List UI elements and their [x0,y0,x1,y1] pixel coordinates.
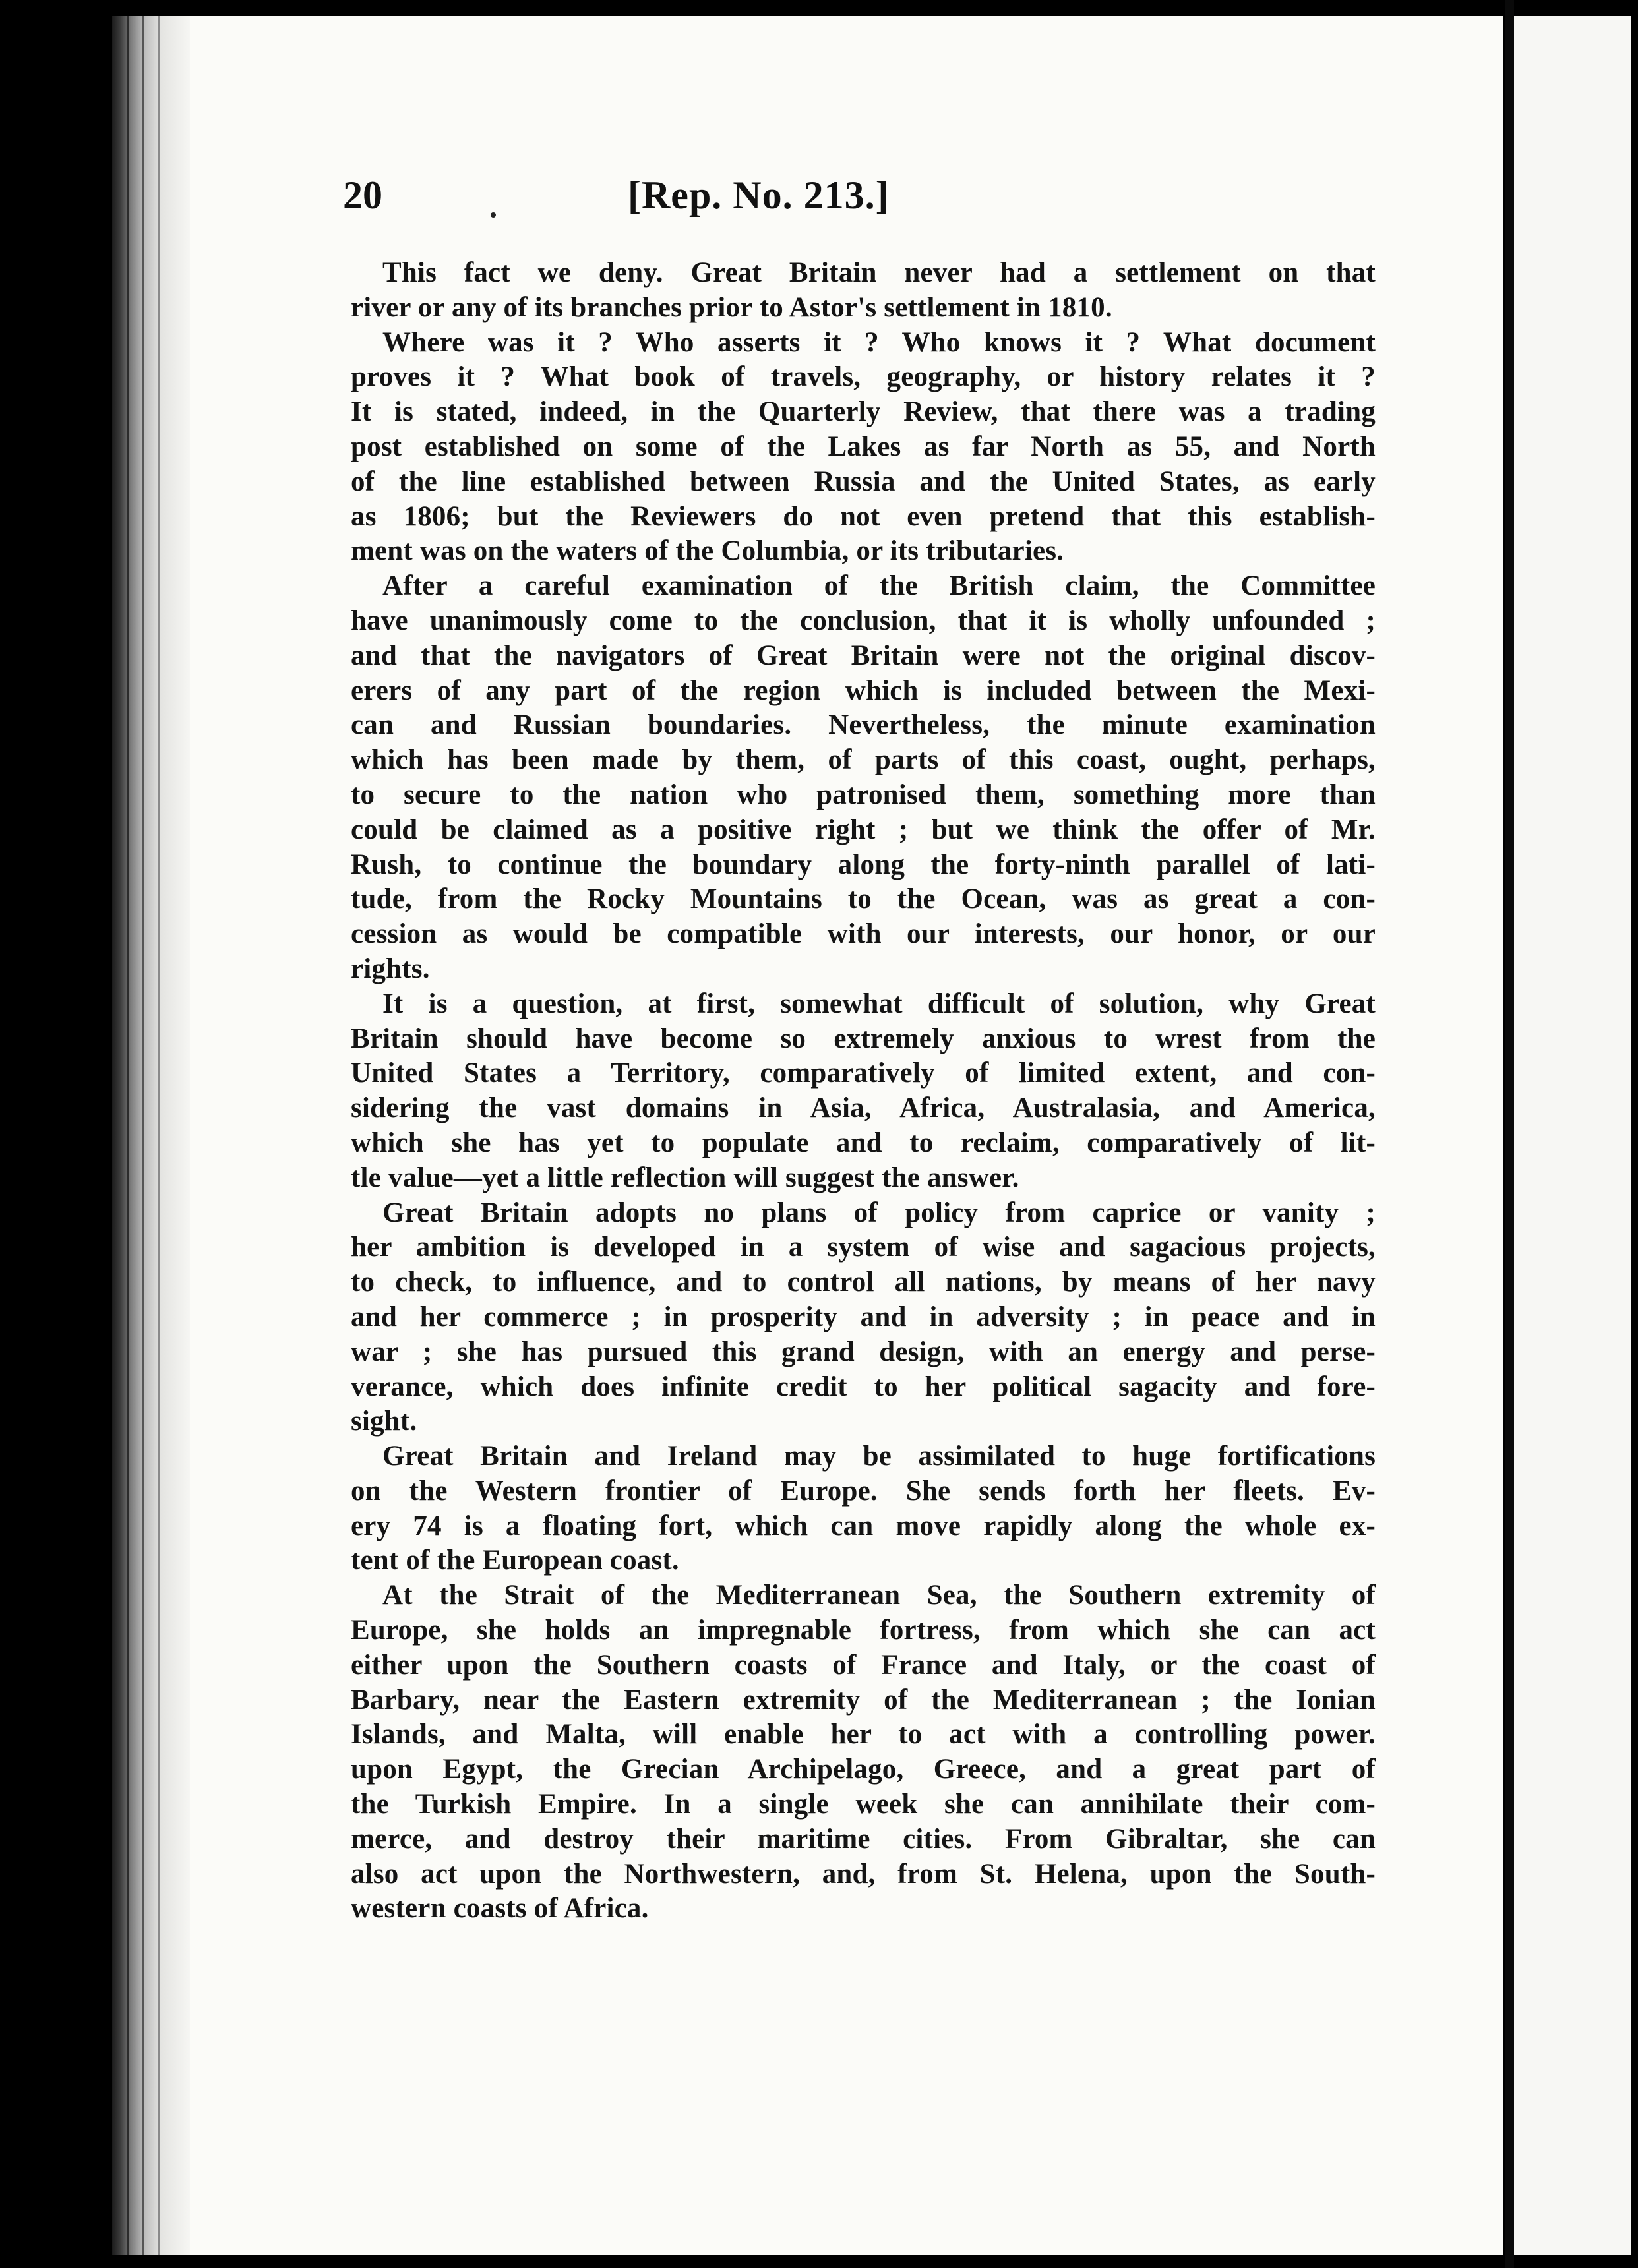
text-line: her ambition is developed in a system of wise and sagacious projects, [351,1232,1376,1263]
text-line: merce, and destroy their maritime cities. From Gibraltar, she can [351,1823,1376,1855]
text-line: tle value—yet a little reflection will suggest the answer. [351,1162,1019,1193]
text-line: ery 74 is a floating fort, which can move rapidly along the whole ex- [351,1510,1376,1541]
paragraph [351,987,1376,1196]
paragraph [351,326,1376,570]
text-line: rights. [351,953,430,984]
page-number: 20 [343,173,382,217]
text-line: After a careful examination of the British claim, the Committee [382,570,1376,602]
text-line: cession as would be compatible with our interests, our honor, or our [351,918,1376,950]
text-line: It is stated, indeed, in the Quarterly Review, that there was a trading [351,396,1376,428]
paragraph [351,569,1376,987]
text-line: also act upon the Northwestern, and, from St. Helena, upon the South- [351,1858,1376,1890]
page-header [343,173,1029,232]
text-line: ment was on the waters of the Columbia, or its tributaries. [351,535,1064,567]
text-line: Islands, and Malta, will enable her to act with a controlling power. [351,1719,1376,1750]
text-line: proves it ? What book of travels, geography, or history relates it ? [351,361,1376,393]
text-line: Europe, she holds an impregnable fortress, from which she can act [351,1615,1376,1646]
page-gutter-bar [1505,0,1514,2268]
text-line: which has been made by them, of parts of this coast, ought, perhaps, [351,744,1376,776]
text-line: have unanimously come to the conclusion, that it is wholly unfounded ; [351,605,1376,636]
text-line: the Turkish Empire. In a single week she can annihilate their com- [351,1789,1376,1820]
text-line: erers of any part of the region which is included between the Mexi- [351,674,1376,706]
binding-line [158,16,160,2255]
text-line: could be claimed as a positive right ; but we think the offer of Mr. [351,814,1376,845]
document-body [351,256,1376,1926]
text-line: It is a question, at first, somewhat difficult of solution, why Great [382,988,1376,1019]
binding-line [142,16,144,2255]
text-line: upon Egypt, the Grecian Archipelago, Greece, and a great part of [351,1754,1376,1785]
facing-page-margin [1514,16,1638,2255]
text-line: to check, to influence, and to control all nations, by means of her navy [351,1267,1376,1298]
text-line: tude, from the Rocky Mountains to the Ocean, was as great a con- [351,883,1376,915]
text-line: post established on some of the Lakes as far North as 55, and North [351,431,1376,462]
text-line: as 1806; but the Reviewers do not even pretend that this establish- [351,500,1376,532]
paragraph [351,1578,1376,1926]
scan-border [1631,16,1638,2255]
text-line: western coasts of Africa. [351,1893,649,1925]
text-line: which she has yet to populate and to reclaim, comparatively of lit- [351,1127,1376,1158]
text-line: to secure to the nation who patronised them, something more than [351,779,1376,810]
text-line: Great Britain adopts no plans of policy from caprice or vanity ; [382,1197,1376,1228]
text-line: Great Britain and Ireland may be assimilated to huge fortifications [382,1441,1376,1472]
report-number: [Rep. No. 213.] [628,173,890,217]
text-line: United States a Territory, comparatively of limited extent, and con- [351,1058,1376,1089]
text-line: Britain should have become so extremely anxious to wrest from the [351,1023,1376,1054]
paragraph [351,1439,1376,1578]
text-line: war ; she has pursued this grand design, with an energy and perse- [351,1336,1376,1367]
text-line: tent of the European coast. [351,1545,679,1576]
text-line: This fact we deny. Great Britain never had a settlement on that [382,257,1376,288]
header-dot [491,212,496,218]
text-line: either upon the Southern coasts of France and Italy, or the coast of [351,1649,1376,1681]
binding-edge [112,16,190,2255]
paragraph [351,1196,1376,1440]
text-line: sidering the vast domains in Asia, Africa, Australasia, and America, [351,1092,1376,1124]
text-line: Barbary, near the Eastern extremity of the Mediterranean ; the Ionian [351,1684,1376,1716]
text-line: verance, which does infinite credit to her political sagacity and fore- [351,1371,1376,1402]
text-line: river or any of its branches prior to Astor's settlement in 1810. [351,291,1112,323]
paragraph [351,256,1376,326]
text-line: of the line established between Russia and the United States, as early [351,465,1376,497]
text-line: sight. [351,1406,417,1437]
text-line: can and Russian boundaries. Nevertheless, the minute examination [351,709,1376,741]
text-line: At the Strait of the Mediterranean Sea, the Southern extremity of [382,1580,1376,1611]
text-line: and her commerce ; in prosperity and in adversity ; in peace and in [351,1301,1376,1332]
text-line: and that the navigators of Great Britain were not the original discov- [351,640,1376,671]
text-line: on the Western frontier of Europe. She sends forth her fleets. Ev- [351,1475,1376,1507]
text-line: Rush, to continue the boundary along the forty-ninth parallel of lati- [351,849,1376,880]
binding-line [127,16,129,2255]
text-line: Where was it ? Who asserts it ? Who knows it ? What document [382,326,1376,358]
